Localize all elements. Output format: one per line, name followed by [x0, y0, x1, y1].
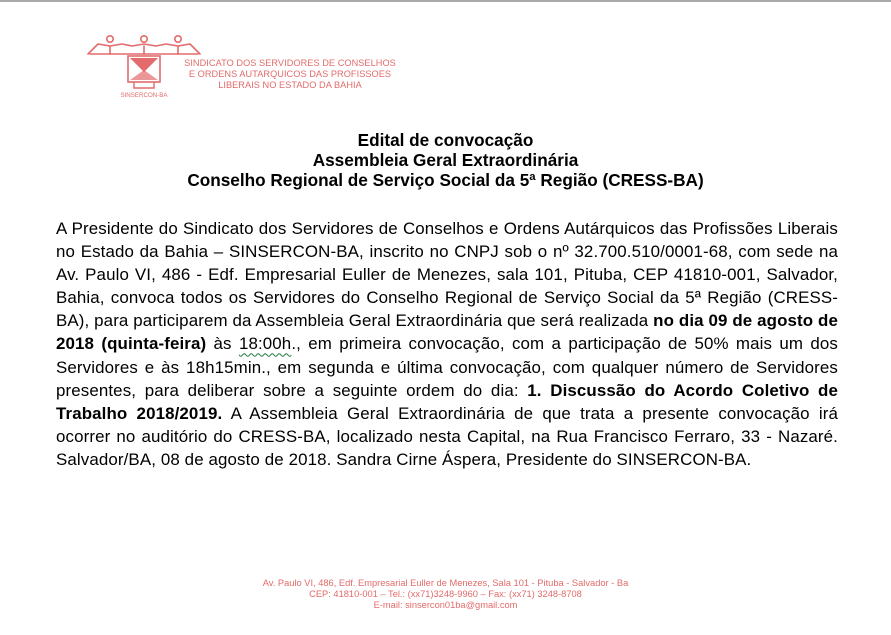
notice-text: A Assembleia Geral Extraordinária de que trata a presente convocação irá ocorrer no auditório do CRESS-BA, localizado nesta Capital, na Rua Francisco Ferraro, 33 - Nazaré. Salvador/BA, 08 de agosto de 2018. Sandra Cirne Áspera, Presidente do SINSERCON-BA. [56, 403, 839, 469]
footer-address: Av. Paulo VI, 486, Edf. Empresarial Euller de Menezes, Sala 101 - Pituba - Salvador - Ba [262, 578, 629, 588]
notice-text: A Presidente do Sindicato dos Servidores de Conselhos e Ordens Autárquicos das Profissões Liberais no Estado da Bahia – SINSERCON-BA, inscrito no CNPJ sob o nº 32.700.510/0001-68, com sede na Av. Paulo VI, 486 - Edf. Empresarial Euller de Menezes, sala 101, Pituba, CEP 41810-001, Salvador, Bahia, convoca todos os Servidores do Conselho Regional de Serviço Social da 5ª Região (CRESS-BA), para participarem da Assembleia Geral Extraordinária que será realizada [56, 219, 838, 331]
top-border [0, 0, 891, 2]
assembly-title: Assembleia Geral Extraordinária [312, 150, 579, 170]
footer-contact [0, 578, 891, 611]
org-name-line: E ORDENS AUTARQUICOS DAS PROFISSOES [188, 69, 392, 79]
document-title: Edital de convocação [357, 130, 534, 150]
notice-text: às [213, 334, 232, 354]
footer-email: E-mail: sinsercon01ba@gmail.com [373, 600, 518, 610]
notice-text: ., em primeira convocação, com a participação de 50% mais um dos Servidores e às 18h15min., em segunda e última convocação, com qualquer número de Servidores presentes, para deliberar sobre a seguinte ordem do dia: [56, 334, 838, 400]
council-title: Conselho Regional de Serviço Social da 5ª Região (CRESS-BA) [187, 170, 704, 190]
agenda-item: 1. Discussão do Acordo Coletivo de Trabalho 2018/2019. [56, 380, 839, 423]
meeting-date: no dia 09 de agosto de 2018 (quinta-feira) [56, 311, 838, 354]
meeting-time: 18:00h [238, 334, 292, 354]
org-name-line: LIBERAIS NO ESTADO DA BAHIA [218, 80, 362, 90]
footer-phone: CEP: 41810-001 – Tel.: (xx71)3248-9960 – Fax: (xx71) 3248-8708 [309, 589, 582, 599]
logo-caption: SINSERCON-BA [120, 92, 168, 99]
org-name-header [170, 58, 410, 91]
org-name-line: SINDICATO DOS SERVIDORES DE CONSELHOS [184, 58, 396, 68]
notice-body [56, 217, 838, 471]
document-title-block [0, 130, 891, 190]
